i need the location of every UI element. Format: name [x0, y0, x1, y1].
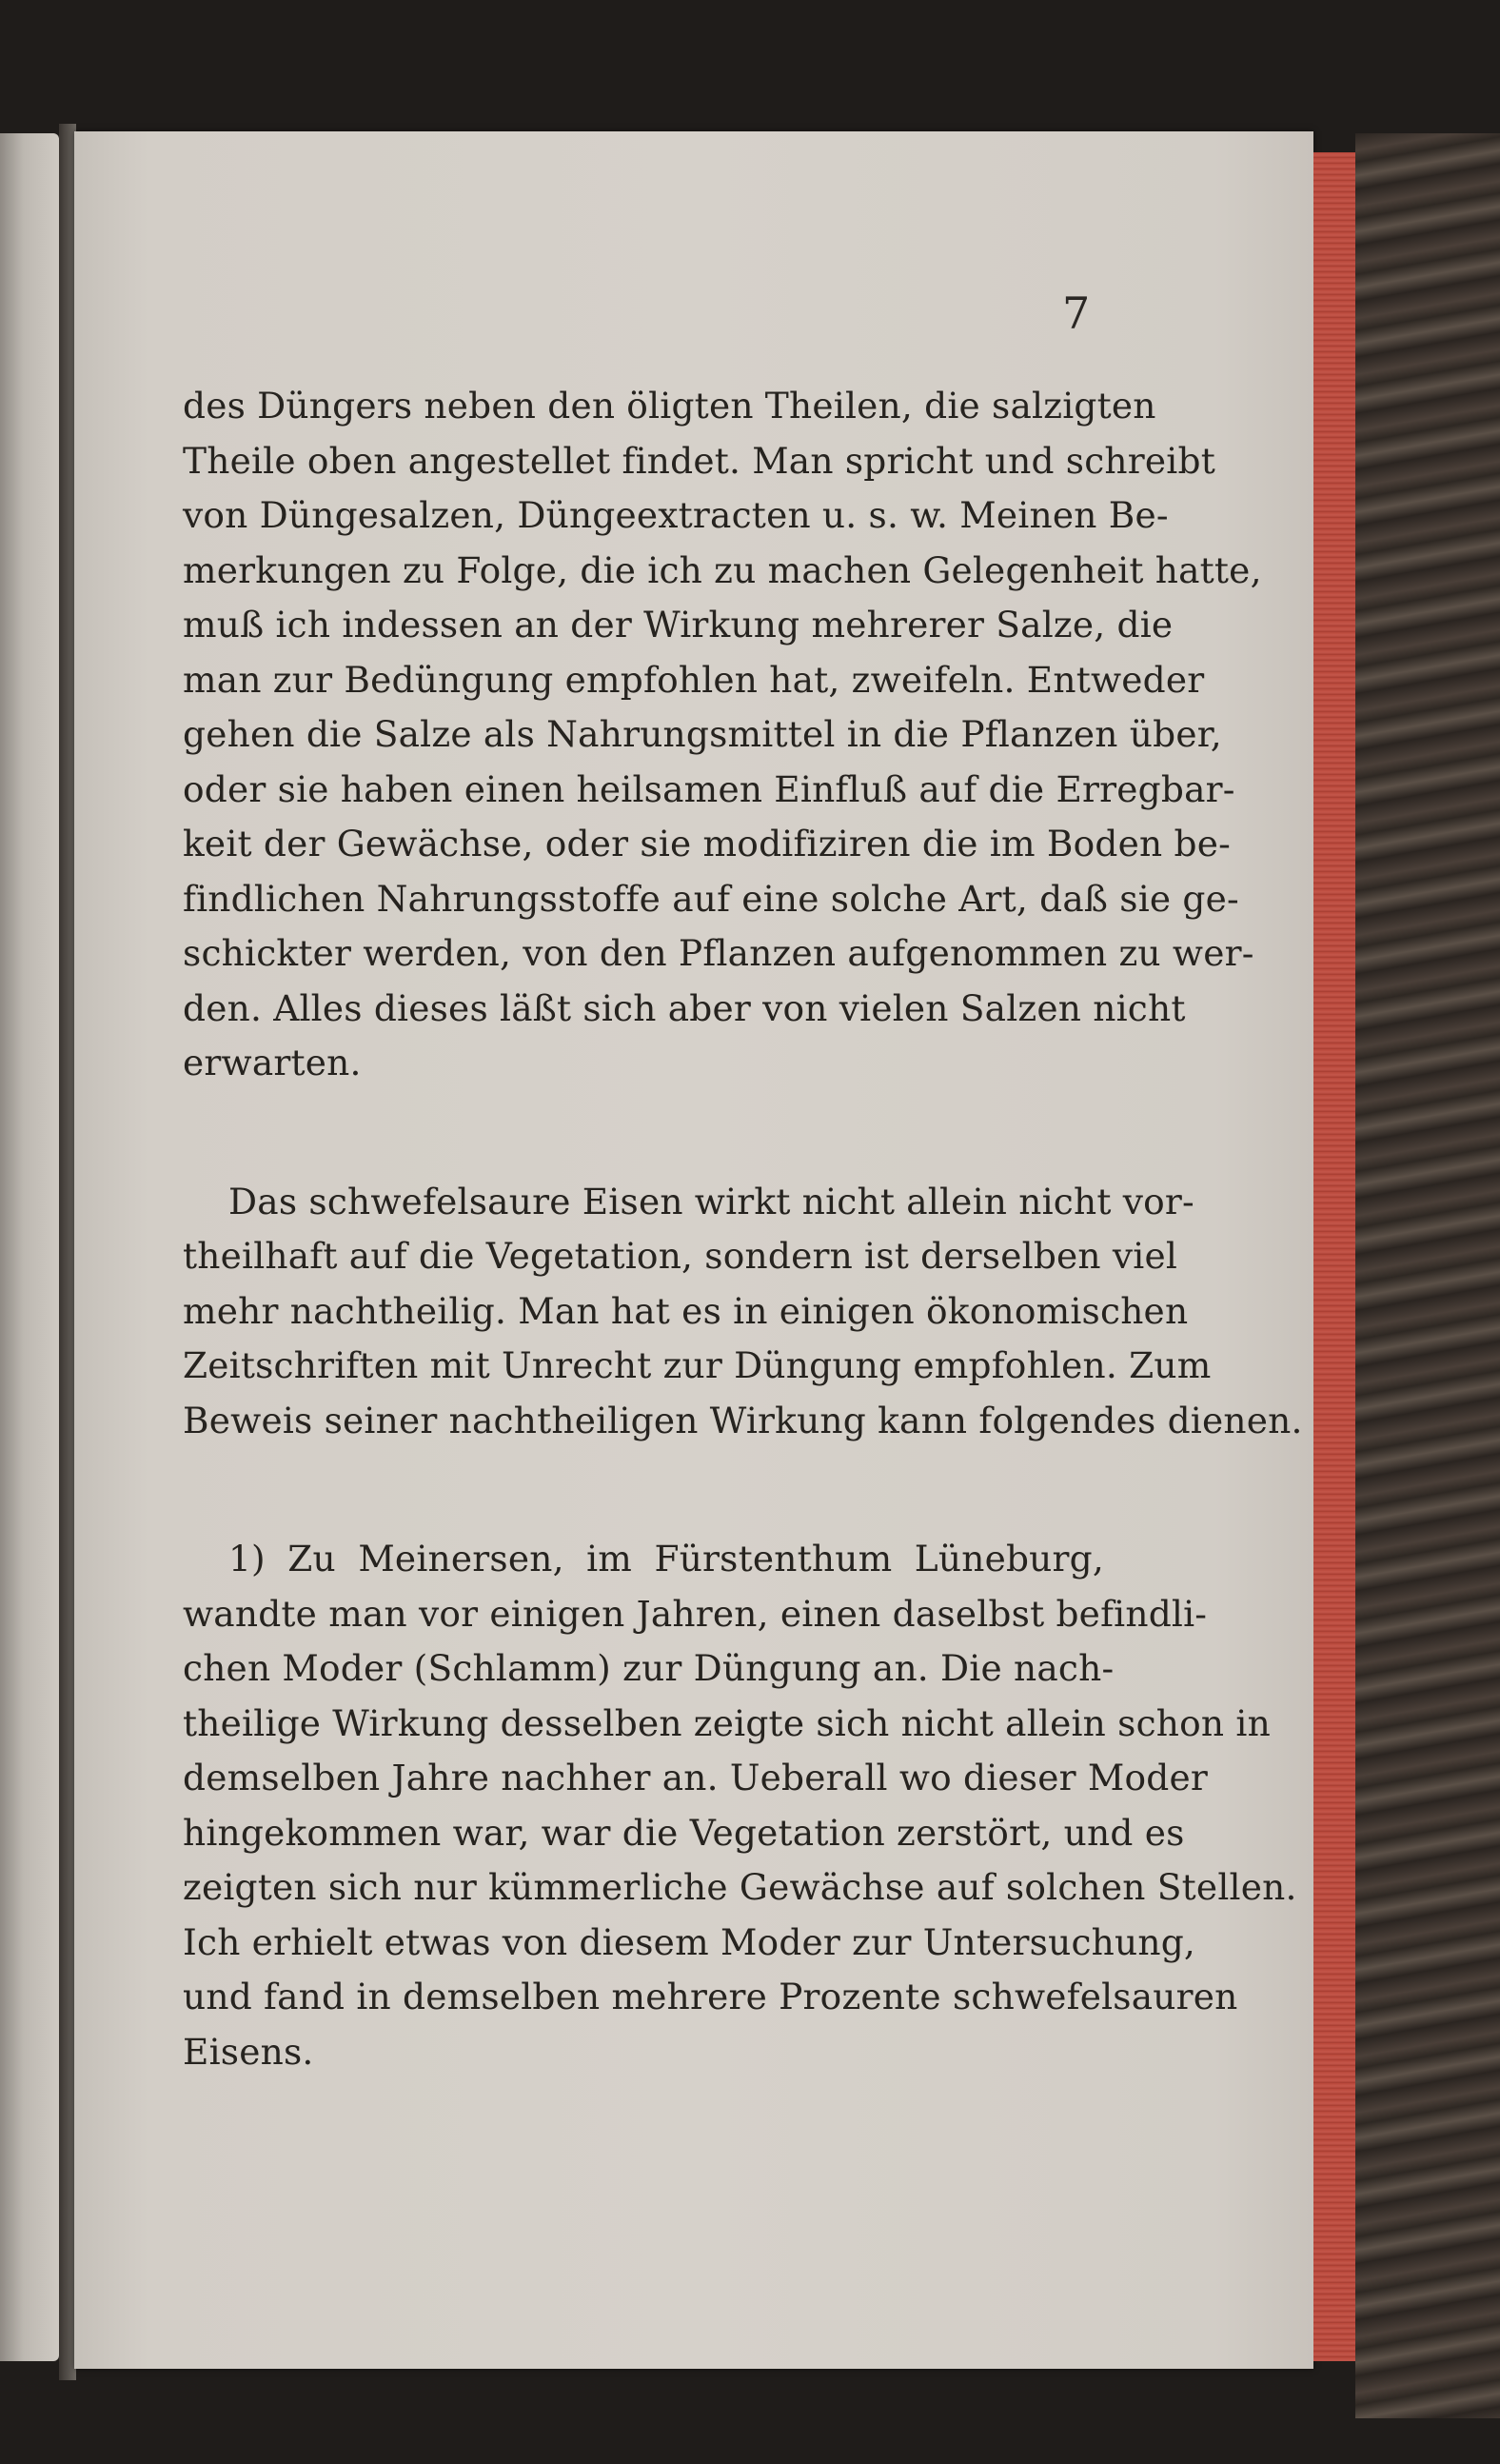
- text-line: Ich erhielt etwas von diesem Moder zur Untersuchung,: [183, 1920, 1196, 1963]
- text-line: Das schwefelsaure Eisen wirkt nicht allein nicht vor-: [228, 1180, 1194, 1222]
- text-line: schickter werden, von den Pflanzen aufgenommen zu wer-: [183, 932, 1254, 974]
- text-line: von Düngesalzen, Düngeextracten u. s. w. Meinen Be-: [183, 494, 1169, 536]
- text-line: findlichen Nahrungsstoffe auf eine solche Art, daß sie ge-: [183, 877, 1239, 920]
- text-line: keit der Gewächse, oder sie modifiziren die im Boden be-: [183, 823, 1231, 864]
- left-page-edge: [0, 133, 59, 2361]
- text-line: chen Moder (Schlamm) zur Düngung an. Die nach-: [183, 1647, 1115, 1689]
- text-line: man zur Bedüngung empfohlen hat, zweifeln. Entweder: [183, 658, 1205, 701]
- text-line: und fand in demselben mehrere Prozente schwefelsauren: [183, 1976, 1238, 2017]
- text-line: theilhaft auf die Vegetation, sondern ist derselben viel: [183, 1235, 1178, 1277]
- text-line: demselben Jahre nachher an. Ueberall wo dieser Moder: [183, 1757, 1208, 1798]
- page-number: 7: [1062, 288, 1091, 339]
- text-line: zeigten sich nur kümmerliche Gewächse auf solchen Stellen.: [183, 1866, 1297, 1908]
- paragraph-gap: [183, 1091, 1104, 1175]
- page-text: [183, 379, 1303, 2079]
- text-line: Theile oben angestellet findet. Man spricht und schreibt: [183, 439, 1215, 482]
- text-line: Beweis seiner nachtheiligen Wirkung kann folgendes dienen.: [183, 1399, 1303, 1441]
- text-line: theilige Wirkung desselben zeigte sich nicht allein schon in: [183, 1701, 1271, 1744]
- text-line: Eisens.: [183, 2030, 314, 2073]
- text-line: mehr nachtheilig. Man hat es in einigen ökonomischen: [183, 1289, 1189, 1332]
- text-line: merkungen zu Folge, die ich zu machen Gelegenheit hatte,: [183, 548, 1262, 591]
- text-line: hingekommen war, war die Vegetation zerstört, und es: [183, 1811, 1185, 1854]
- text-line: gehen die Salze als Nahrungsmittel in die Pflanzen über,: [183, 713, 1222, 755]
- text-line: 1) Zu Meinersen, im Fürstenthum Lüneburg,: [228, 1538, 1104, 1580]
- text-line: Zeitschriften mit Unrecht zur Düngung empfohlen. Zum: [183, 1344, 1212, 1386]
- book-cover-spine: [1355, 133, 1500, 2418]
- paragraph-gap: [183, 1448, 1104, 1532]
- text-line: den. Alles dieses läßt sich aber von vielen Salzen nicht: [183, 986, 1186, 1029]
- text-line: des Düngers neben den öligten Theilen, die salzigten: [183, 385, 1156, 427]
- text-line: wandte man vor einigen Jahren, einen daselbst befindli-: [183, 1592, 1208, 1635]
- red-page-edges: [1313, 152, 1355, 2361]
- text-line: muß ich indessen an der Wirkung mehrerer Salze, die: [183, 604, 1174, 646]
- text-line: oder sie haben einen heilsamen Einfluß auf die Erregbar-: [183, 767, 1235, 810]
- text-line: erwarten.: [183, 1042, 362, 1083]
